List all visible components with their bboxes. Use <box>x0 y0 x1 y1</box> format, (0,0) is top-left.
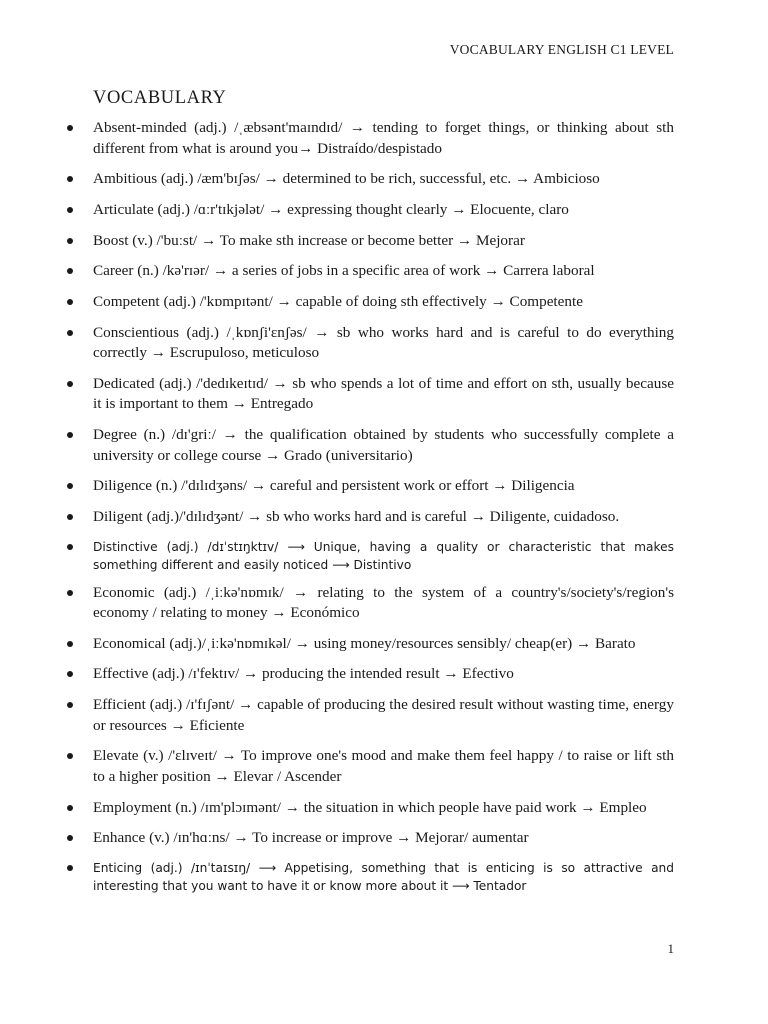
vocab-entry <box>64 261 674 282</box>
bullet-icon <box>67 544 73 550</box>
bullet-icon <box>67 432 73 438</box>
vocab-entry-text: Diligent (adj.)/'dɪlɪdʒənt/ → sb who works hard and is careful → Diligente, cuidadoso. <box>93 507 620 525</box>
bullet-icon <box>67 865 73 871</box>
vocab-entry <box>64 538 674 574</box>
bullet-icon <box>67 753 73 759</box>
bullet-icon <box>67 514 73 520</box>
vocab-entry-text: Enticing (adj.) /ɪnˈtaɪsɪŋ/ ⟶ Appetising, something that is enticing is so attractive and interesting that you want to have it or know more about it ⟶ Tentador <box>93 860 674 893</box>
vocab-entry-text: Absent-minded (adj.) /ˌæbsənt'maɪndɪd/ → tending to forget things, or thinking about sth different from what is around you→ Distraído/despistado <box>93 119 674 157</box>
vocab-entry-text: Efficient (adj.) /ɪ'fɪʃənt/ → capable of producing the desired result without wasting time, energy or resources → Eficiente <box>93 696 674 734</box>
vocab-entry <box>64 859 674 895</box>
vocab-entry <box>64 798 674 819</box>
bullet-icon <box>67 207 73 213</box>
bullet-icon <box>67 238 73 244</box>
bullet-icon <box>67 702 73 708</box>
vocab-entry-text: Competent (adj.) /'kɒmpɪtənt/ → capable of doing sth effectively → Competente <box>93 292 583 310</box>
vocab-entry <box>64 425 674 466</box>
bullet-icon <box>67 176 73 182</box>
bullet-icon <box>67 125 73 131</box>
vocab-entry <box>64 634 674 655</box>
vocab-entry <box>64 746 674 787</box>
vocab-entry <box>64 476 674 497</box>
vocab-entry <box>64 664 674 685</box>
vocab-entry-text: Distinctive (adj.) /dɪˈstɪŋktɪv/ ⟶ Unique, having a quality or characteristic that makes something different and easily noticed ⟶ Distintivo <box>93 539 674 572</box>
bullet-icon <box>67 641 73 647</box>
bullet-icon <box>67 381 73 387</box>
vocab-entry-text: Conscientious (adj.) /ˌkɒnʃi'ɛnʃəs/ → sb who works hard and is careful to do everything correctly → Escrupuloso, meticuloso <box>93 323 674 362</box>
bullet-icon <box>67 299 73 305</box>
vocab-entry-text: Boost (v.) /'buːst/ → To make sth increase or become better → Mejorar <box>93 231 525 249</box>
vocabulary-list <box>64 118 674 904</box>
vocab-entry <box>64 118 674 159</box>
vocab-entry-text: Effective (adj.) /ɪ'fektɪv/ → producing the intended result → Efectivo <box>93 665 514 683</box>
vocab-entry-text: Economical (adj.)/ˌiːkə'nɒmɪkəl/ → using money/resources sensibly/ cheap(er) → Barato <box>93 634 636 652</box>
bullet-icon <box>67 805 73 811</box>
vocab-entry-text: Elevate (v.) /'ɛlɪveɪt/ → To improve one's mood and make them feel happy / to raise or lift sth to a higher position → Elevar / Ascender <box>93 747 674 785</box>
vocab-entry-text: Employment (n.) /ɪm'plɔɪmənt/ → the situation in which people have paid work → Empleo <box>93 798 647 816</box>
page-title: VOCABULARY <box>93 88 227 108</box>
vocab-entry <box>64 374 674 415</box>
bullet-icon <box>67 330 73 336</box>
bullet-icon <box>67 835 73 841</box>
bullet-icon <box>67 483 73 489</box>
vocab-entry <box>64 583 674 624</box>
page-header: VOCABULARY ENGLISH C1 LEVEL <box>449 42 674 57</box>
bullet-icon <box>67 590 73 596</box>
vocab-entry-text: Degree (n.) /dɪ'griː/ → the qualification obtained by students who successfully complete a university or college course → Grado (universitario) <box>93 426 674 464</box>
vocab-entry <box>64 323 674 364</box>
vocab-entry <box>64 231 674 252</box>
vocab-entry-text: Dedicated (adj.) /'dedɪkeɪtɪd/ → sb who spends a lot of time and effort on sth, usually because it is important to them → Entregado <box>93 374 674 413</box>
vocab-entry <box>64 200 674 221</box>
vocab-entry-text: Enhance (v.) /ɪn'hɑːns/ → To increase or improve → Mejorar/ aumentar <box>93 829 529 847</box>
vocab-entry-text: Ambitious (adj.) /æm'bɪʃəs/ → determined to be rich, successful, etc. → Ambicioso <box>93 170 600 188</box>
vocab-entry-text: Diligence (n.) /'dɪlɪdʒəns/ → careful and persistent work or effort → Diligencia <box>93 477 575 495</box>
bullet-icon <box>67 268 73 274</box>
vocab-entry <box>64 292 674 313</box>
vocab-entry <box>64 507 674 528</box>
vocab-entry-text: Economic (adj.) /ˌiːkə'nɒmɪk/ → relating to the system of a country's/society's/region's economy / relating to money → Económico <box>93 583 674 622</box>
bullet-icon <box>67 671 73 677</box>
page-number: 1 <box>667 941 674 956</box>
vocab-entry <box>64 828 674 849</box>
vocab-entry-text: Articulate (adj.) /ɑːr'tɪkjələt/ → expressing thought clearly → Elocuente, claro <box>93 200 569 218</box>
vocab-entry <box>64 695 674 736</box>
vocab-entry <box>64 169 674 190</box>
vocab-entry-text: Career (n.) /kə'rɪər/ → a series of jobs in a specific area of work → Carrera laboral <box>93 262 595 280</box>
